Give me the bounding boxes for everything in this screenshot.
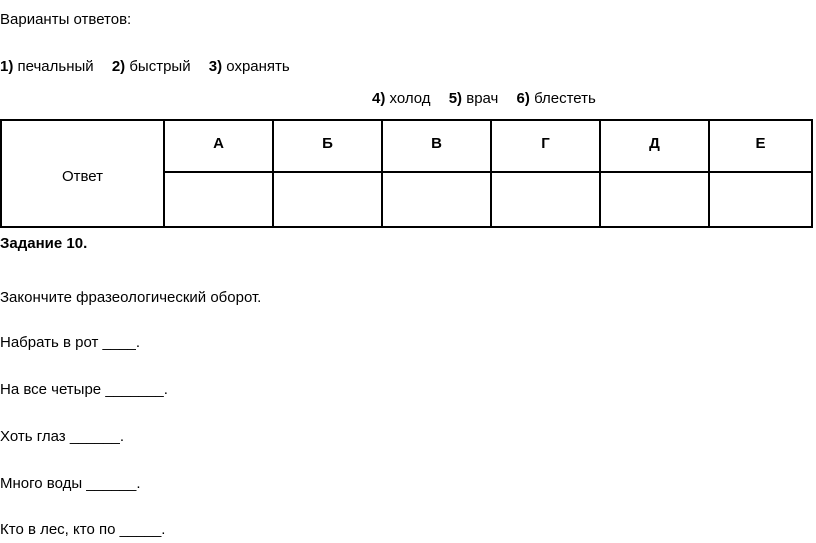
option-word: холод xyxy=(389,90,431,107)
option-word: быстрый xyxy=(129,58,191,75)
options-row-2 xyxy=(372,90,596,108)
option-number: 1) xyxy=(0,58,14,75)
option-word: охранять xyxy=(226,58,290,75)
column-header-e: Е xyxy=(709,120,812,172)
column-header-g: Г xyxy=(491,120,600,172)
option-1 xyxy=(0,58,94,75)
option-6 xyxy=(517,90,596,107)
column-header-d: Д xyxy=(600,120,709,172)
option-number: 6) xyxy=(516,90,530,107)
option-word: врач xyxy=(466,90,499,107)
option-number: 3) xyxy=(208,58,223,75)
option-number: 2) xyxy=(111,58,126,75)
answer-table xyxy=(0,119,813,228)
answer-cell-g[interactable] xyxy=(491,172,600,227)
variants-heading: Варианты ответов: xyxy=(0,11,132,28)
option-5 xyxy=(449,90,499,107)
answer-label-cell: Ответ xyxy=(1,120,164,227)
phrase-item-4: Много воды ______. xyxy=(0,475,141,492)
column-header-v: В xyxy=(382,120,491,172)
column-header-b: Б xyxy=(273,120,382,172)
phrase-item-5: Кто в лес, кто по _____. xyxy=(0,521,166,538)
answer-cell-b[interactable] xyxy=(273,172,382,227)
table-header-row xyxy=(1,120,812,172)
task-instruction: Закончите фразеологический оборот. xyxy=(0,289,262,306)
option-2 xyxy=(112,58,191,75)
option-word: блестеть xyxy=(534,90,596,107)
answer-cell-v[interactable] xyxy=(382,172,491,227)
answer-cell-d[interactable] xyxy=(600,172,709,227)
answer-cell-a[interactable] xyxy=(164,172,273,227)
options-row-1 xyxy=(0,58,290,76)
option-3 xyxy=(209,58,290,75)
phrase-item-1: Набрать в рот ____. xyxy=(0,334,141,351)
option-number: 4) xyxy=(372,90,386,107)
option-word: печальный xyxy=(17,58,94,75)
option-4 xyxy=(372,90,431,107)
phrase-item-3: Хоть глаз ______. xyxy=(0,428,125,445)
phrase-item-2: На все четыре _______. xyxy=(0,381,168,398)
column-header-a: А xyxy=(164,120,273,172)
task-title: Задание 10. xyxy=(0,235,88,252)
option-number: 5) xyxy=(448,90,463,107)
answer-cell-e[interactable] xyxy=(709,172,812,227)
